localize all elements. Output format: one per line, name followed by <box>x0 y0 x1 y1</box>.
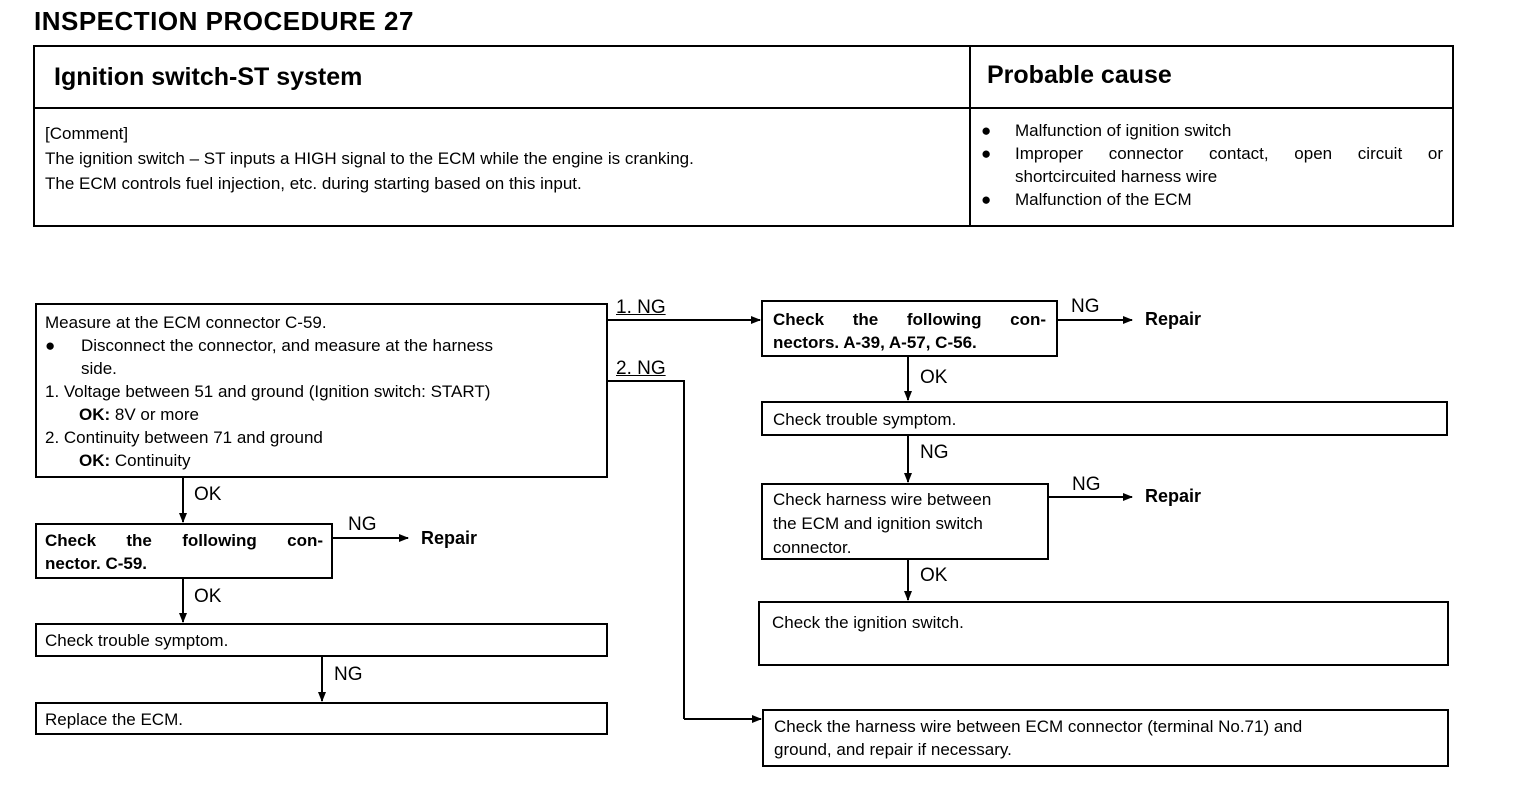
label-ng: NG <box>334 664 363 685</box>
bullet-icon: ● <box>981 121 992 140</box>
bullet-icon: ● <box>45 336 56 355</box>
label-ok: OK <box>194 586 222 607</box>
comment-line: The ECM controls fuel injection, etc. during starting based on this input. <box>45 174 582 193</box>
measure-ecm-box: Measure at the ECM connector C-59. ● Disconnect the connector, and measure at the harness side. 1. Voltage between 51 and ground (Ignition switch: START) OK: 8V or more 2. Continuity between 71 and ground OK: Continuity <box>35 303 608 478</box>
system-title: Ignition switch-ST system <box>54 63 363 91</box>
cause-item: ● Improper connector contact, open circuit or <box>981 144 1443 163</box>
check-ignition-switch-box: Check the ignition switch. <box>758 601 1449 666</box>
cause-item: ● Malfunction of the ECM <box>981 190 1192 209</box>
label-ng: NG <box>920 442 949 463</box>
check-trouble-symptom-right-box: Check trouble symptom. <box>761 401 1448 436</box>
probable-cause-title: Probable cause <box>987 61 1172 89</box>
check-harness-wire-box: Check harness wire between the ECM and ignition switch connector. <box>761 483 1049 560</box>
label-1-ng: 1. NG <box>616 297 666 318</box>
check-harness-terminal71-box: Check the harness wire between ECM connector (terminal No.71) and ground, and repair if necessary. <box>762 709 1449 767</box>
label-ok: OK <box>920 367 948 388</box>
label-ng: NG <box>1071 296 1100 317</box>
label-ng: NG <box>1072 474 1101 495</box>
check-connectors-multi-box: Check the following con- nectors. A-39, A-57, C-56. <box>761 300 1058 357</box>
label-2-ng: 2. NG <box>616 358 666 379</box>
check-connector-c59-box: Check the following con- nector. C-59. <box>35 523 333 579</box>
comment-line: The ignition switch – ST inputs a HIGH signal to the ECM while the engine is cranking. <box>45 149 694 168</box>
bullet-icon: ● <box>981 190 992 209</box>
repair-label: Repair <box>421 528 478 548</box>
replace-ecm-box: Replace the ECM. <box>35 702 608 735</box>
check-trouble-symptom-left-box: Check trouble symptom. <box>35 623 608 657</box>
label-ng: NG <box>348 514 377 535</box>
label-ok: OK <box>194 484 222 505</box>
cause-item-continued: shortcircuited harness wire <box>1015 167 1218 186</box>
cause-item: ● Malfunction of ignition switch <box>981 121 1232 140</box>
comment-label: [Comment] <box>45 124 129 143</box>
page-title: INSPECTION PROCEDURE 27 <box>34 6 414 36</box>
label-ok: OK <box>920 565 948 586</box>
line-2ng-route <box>607 381 684 719</box>
repair-label: Repair <box>1145 309 1202 329</box>
bullet-icon: ● <box>981 144 992 163</box>
repair-label: Repair <box>1145 486 1202 506</box>
